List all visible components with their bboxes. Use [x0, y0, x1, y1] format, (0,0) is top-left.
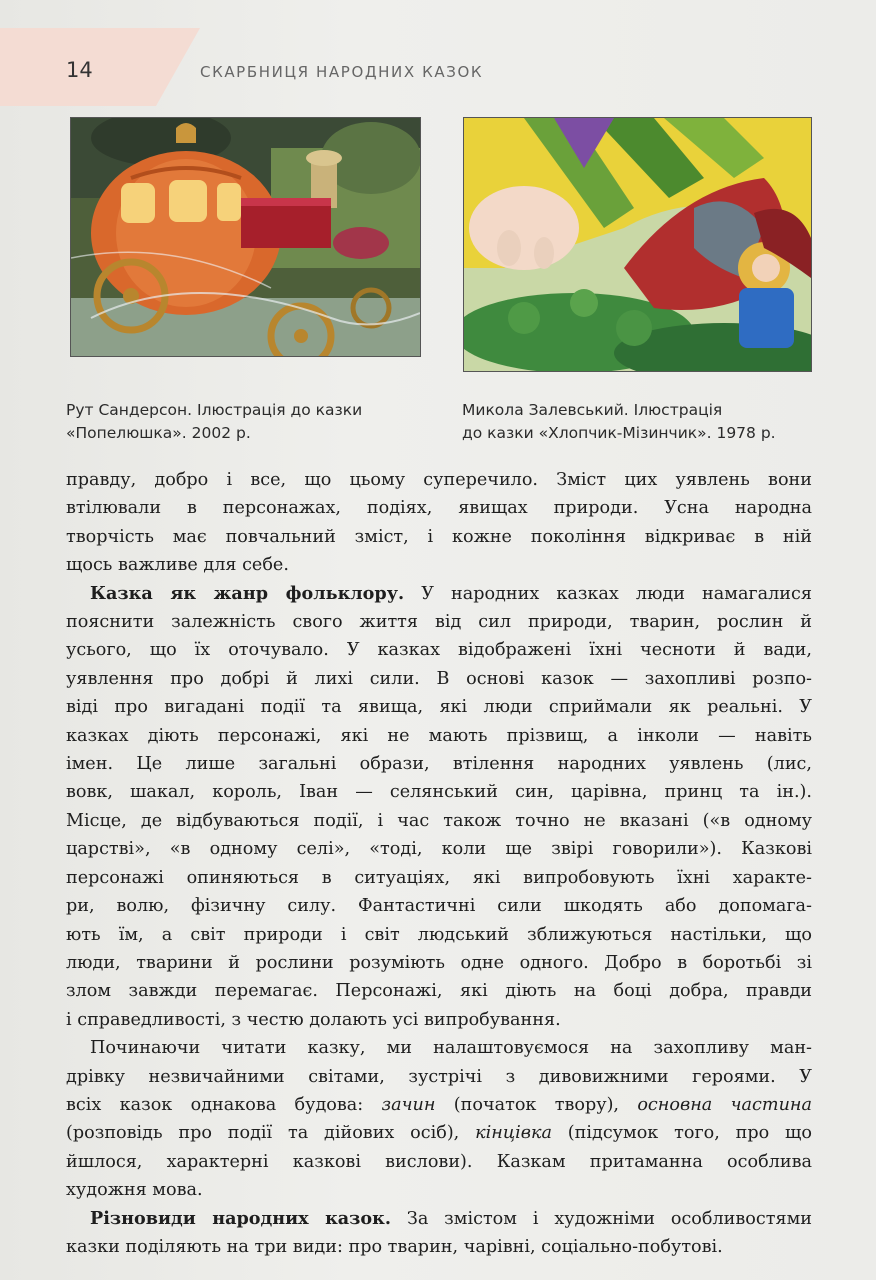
text-line: люди, тварини й рослини розуміють одне одного. Добро в боротьбі зі — [66, 952, 812, 973]
caption-tom-thumb — [462, 399, 842, 445]
text-line: художня мова. — [66, 1180, 203, 1201]
text-line — [66, 1119, 812, 1147]
body-text — [66, 466, 812, 1261]
caption-line: до казки «Хлопчик-Мізинчик». 1978 р. — [462, 424, 776, 442]
text-line: ри, волю, фізичну силу. Фантастичні сили шкодять або допомага- — [66, 896, 812, 917]
text-fragment: За змістом і художніми особливостями — [390, 1208, 812, 1229]
text-line: йшлося, характерні казкові вислови). Казкам притаманна особлива — [66, 1151, 812, 1172]
section-heading-line — [66, 1205, 812, 1233]
term-main-part: основна частина — [637, 1094, 812, 1115]
page-corner-tab — [0, 28, 200, 106]
text-line: пояснити залежність свого життя від сил природи, тварин, рослин й — [66, 612, 812, 633]
section-heading: Казка як жанр фольклору. — [90, 582, 405, 604]
text-line: вовк, шакал, король, Іван — селянський син, царівна, принц та ін.). — [66, 782, 812, 803]
term-intro: зачин — [381, 1094, 436, 1115]
text-line: правду, добро і все, що цьому суперечило. Зміст цих уявлень вони — [66, 470, 812, 490]
text-line — [66, 1091, 812, 1119]
term-ending: кінцівка — [475, 1123, 552, 1144]
text-fragment: У народних казках люди намагалися — [404, 583, 812, 604]
text-line: царстві», «в одному селі», «тоді, коли ще звірі говорили»). Казкові — [66, 839, 812, 860]
text-fragment: (підсумок того, про що — [551, 1123, 812, 1144]
text-line: казки поділяють на три види: про тварин, чарівні, соціально-побутові. — [66, 1236, 723, 1257]
text-line: Починаючи читати казку, ми налаштовуємося на захопливу ман- — [90, 1038, 812, 1059]
text-line: уявлення про добрі й лихі сили. В основі казок — захопливі розпо- — [66, 668, 812, 689]
text-line: Місце, де відбуваються події, і час також точно не вказані («в одному — [66, 810, 812, 831]
text-fragment: всіх казок однакова будова: — [66, 1094, 382, 1115]
section-heading-line — [66, 580, 812, 608]
caption-line: Рут Сандерсон. Ілюстрація до казки — [66, 401, 363, 419]
tom-thumb-illustration — [463, 117, 812, 372]
text-line: творчість має повчальний зміст, і кожне покоління відкриває в ній — [66, 526, 812, 547]
page-number: 14 — [66, 58, 93, 82]
text-line: віді про вигадані події та явища, які люди сприймали як реальні. У — [66, 697, 812, 718]
text-line: втілювали в персонажах, подіях, явищах природи. Усна народна — [66, 498, 812, 519]
text-fragment: (розповідь про події та дійових осіб), — [66, 1123, 476, 1144]
text-line: і справедливості, з честю долають усі випробування. — [66, 1009, 561, 1030]
text-line: персонажі опиняються в ситуаціях, які випробовують їхні характе- — [66, 867, 812, 888]
caption-line: «Попелюшка». 2002 р. — [66, 424, 251, 442]
text-line: усього, що їх оточувало. У казках відображені їхні чесноти й вади, — [66, 640, 812, 661]
text-line: ють їм, а світ природи і світ людський зближуються настільки, що — [66, 924, 812, 945]
section-heading: Різновиди народних казок. — [90, 1207, 391, 1229]
text-line: щось важливе для себе. — [66, 555, 289, 576]
text-line: злом завжди перемагає. Персонажі, які діють на боці добра, правди — [66, 981, 812, 1002]
text-line: казках діють персонажі, які не мають прізвищ, а інколи — навіть — [66, 725, 812, 746]
cinderella-illustration — [70, 117, 421, 357]
text-fragment: (початок твору), — [435, 1094, 638, 1115]
caption-line: Микола Залевський. Ілюстрація — [462, 401, 723, 419]
running-title: СКАРБНИЦЯ НАРОДНИХ КАЗОК — [200, 63, 484, 81]
caption-cinderella — [66, 399, 426, 445]
text-line: імен. Це лише загальні образи, втілення народних уявлень (лис, — [66, 754, 812, 775]
text-line: дрівку незвичайними світами, зустрічі з дивовижними героями. У — [66, 1066, 812, 1087]
